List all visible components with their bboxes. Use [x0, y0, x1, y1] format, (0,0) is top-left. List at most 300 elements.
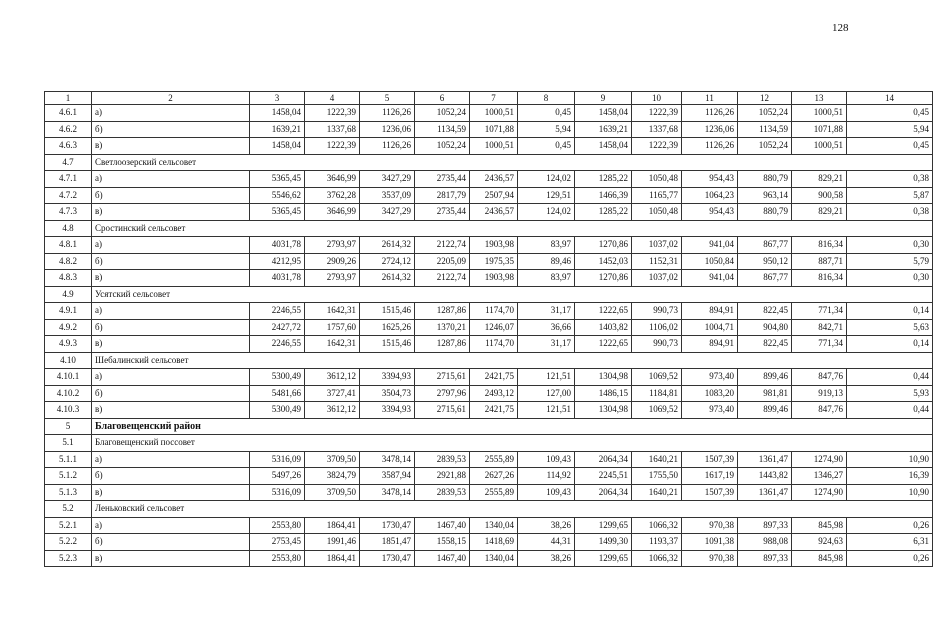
row-variant: в) [92, 484, 250, 501]
table-cell: 1507,39 [682, 484, 738, 501]
table-cell: 1864,41 [305, 517, 360, 534]
table-row [45, 369, 933, 386]
section-name: Светлоозерский сельсовет [92, 154, 933, 171]
table-cell: 0,30 [847, 270, 933, 287]
row-number: 4.7.1 [45, 171, 92, 188]
table-row [45, 204, 933, 221]
column-header: 8 [518, 92, 575, 105]
table-cell: 1069,52 [632, 402, 682, 419]
table-cell: 988,08 [738, 534, 792, 551]
table-cell: 0,45 [847, 138, 933, 155]
table-cell: 1052,24 [415, 105, 470, 122]
section-row [45, 501, 933, 518]
table-cell: 16,39 [847, 468, 933, 485]
table-cell: 3394,93 [360, 402, 415, 419]
table-cell: 1270,86 [575, 237, 632, 254]
section-row [45, 352, 933, 369]
table-cell: 842,71 [792, 319, 847, 336]
table-cell: 2627,26 [470, 468, 518, 485]
table-cell: 1755,50 [632, 468, 682, 485]
table-cell: 3612,12 [305, 402, 360, 419]
table-cell: 1126,26 [360, 105, 415, 122]
table-cell: 1083,20 [682, 385, 738, 402]
table-cell: 900,58 [792, 187, 847, 204]
table-cell: 1452,03 [575, 253, 632, 270]
table-cell: 4212,95 [250, 253, 305, 270]
table-cell: 3537,09 [360, 187, 415, 204]
table-cell: 1222,65 [575, 336, 632, 353]
table-cell: 1467,40 [415, 550, 470, 567]
table-cell: 1370,21 [415, 319, 470, 336]
table-cell: 1340,04 [470, 550, 518, 567]
table-cell: 5,94 [518, 121, 575, 138]
table-row [45, 385, 933, 402]
table-cell: 2493,12 [470, 385, 518, 402]
table-cell: 1299,65 [575, 550, 632, 567]
row-variant: б) [92, 121, 250, 138]
row-number: 4.6.2 [45, 121, 92, 138]
table-cell: 1975,35 [470, 253, 518, 270]
section-number: 4.7 [45, 154, 92, 171]
table-cell: 1458,04 [575, 105, 632, 122]
table-cell: 1000,51 [792, 138, 847, 155]
table-cell: 1050,48 [632, 204, 682, 221]
table-cell: 1757,60 [305, 319, 360, 336]
row-number: 5.1.1 [45, 451, 92, 468]
table-cell: 31,17 [518, 336, 575, 353]
section-row [45, 154, 933, 171]
table-cell: 829,21 [792, 171, 847, 188]
table-cell: 1050,84 [682, 253, 738, 270]
table-cell: 1340,04 [470, 517, 518, 534]
table-cell: 5481,66 [250, 385, 305, 402]
table-cell: 1640,21 [632, 451, 682, 468]
table-cell: 1071,88 [792, 121, 847, 138]
table-cell: 1052,24 [738, 105, 792, 122]
table-cell: 0,14 [847, 303, 933, 320]
row-variant: в) [92, 270, 250, 287]
table-cell: 1134,59 [415, 121, 470, 138]
table-row [45, 237, 933, 254]
table-cell: 1903,98 [470, 237, 518, 254]
table-cell: 1467,40 [415, 517, 470, 534]
table-cell: 1193,37 [632, 534, 682, 551]
table-row [45, 319, 933, 336]
table-cell: 1730,47 [360, 517, 415, 534]
table-cell: 1050,48 [632, 171, 682, 188]
table-cell: 1004,71 [682, 319, 738, 336]
table-cell: 2246,55 [250, 303, 305, 320]
table-cell: 2839,53 [415, 451, 470, 468]
table-cell: 1270,86 [575, 270, 632, 287]
row-number: 4.9.3 [45, 336, 92, 353]
table-cell: 5,94 [847, 121, 933, 138]
table-cell: 1642,31 [305, 336, 360, 353]
table-cell: 894,91 [682, 336, 738, 353]
row-variant: б) [92, 385, 250, 402]
table-cell: 1304,98 [575, 369, 632, 386]
table-cell: 816,34 [792, 237, 847, 254]
table-cell: 0,45 [518, 105, 575, 122]
row-number: 4.7.2 [45, 187, 92, 204]
table-cell: 1126,26 [360, 138, 415, 155]
table-cell: 124,02 [518, 171, 575, 188]
table-row [45, 402, 933, 419]
table-row [45, 550, 933, 567]
table-cell: 1903,98 [470, 270, 518, 287]
row-number: 5.2.2 [45, 534, 92, 551]
table-cell: 1000,51 [792, 105, 847, 122]
table-cell: 880,79 [738, 171, 792, 188]
table-cell: 867,77 [738, 237, 792, 254]
table-cell: 1337,68 [632, 121, 682, 138]
column-header: 13 [792, 92, 847, 105]
table-cell: 1337,68 [305, 121, 360, 138]
table-cell: 36,66 [518, 319, 575, 336]
row-variant: а) [92, 369, 250, 386]
table-cell: 2797,96 [415, 385, 470, 402]
table-cell: 3824,79 [305, 468, 360, 485]
table-cell: 1443,82 [738, 468, 792, 485]
table-cell: 3646,99 [305, 204, 360, 221]
row-variant: а) [92, 303, 250, 320]
table-cell: 5,87 [847, 187, 933, 204]
table-cell: 3504,73 [360, 385, 415, 402]
table-cell: 1558,15 [415, 534, 470, 551]
table-cell: 990,73 [632, 336, 682, 353]
section-number: 4.10 [45, 352, 92, 369]
table-cell: 1864,41 [305, 550, 360, 567]
table-cell: 845,98 [792, 517, 847, 534]
table-cell: 1064,23 [682, 187, 738, 204]
table-cell: 1066,32 [632, 517, 682, 534]
table-cell: 3727,41 [305, 385, 360, 402]
table-cell: 1499,30 [575, 534, 632, 551]
column-header: 5 [360, 92, 415, 105]
table-cell: 899,46 [738, 369, 792, 386]
table-cell: 2817,79 [415, 187, 470, 204]
table-cell: 973,40 [682, 402, 738, 419]
table-cell: 1287,86 [415, 336, 470, 353]
table-row [45, 171, 933, 188]
table-cell: 0,26 [847, 517, 933, 534]
table-cell: 867,77 [738, 270, 792, 287]
row-number: 4.9.1 [45, 303, 92, 320]
table-cell: 3646,99 [305, 171, 360, 188]
row-number: 5.2.3 [45, 550, 92, 567]
table-row [45, 105, 933, 122]
table-cell: 1299,65 [575, 517, 632, 534]
table-cell: 1222,39 [632, 105, 682, 122]
row-number: 4.10.2 [45, 385, 92, 402]
table-cell: 970,38 [682, 550, 738, 567]
section-name: Сростинский сельсовет [92, 220, 933, 237]
column-header: 3 [250, 92, 305, 105]
table-row [45, 336, 933, 353]
table-cell: 5300,49 [250, 369, 305, 386]
table-cell: 1285,22 [575, 204, 632, 221]
row-variant: в) [92, 204, 250, 221]
table-cell: 1274,90 [792, 484, 847, 501]
column-header: 7 [470, 92, 518, 105]
row-variant: а) [92, 237, 250, 254]
table-cell: 904,80 [738, 319, 792, 336]
table-cell: 3478,14 [360, 451, 415, 468]
table-cell: 1052,24 [738, 138, 792, 155]
table-row [45, 468, 933, 485]
table-cell: 894,91 [682, 303, 738, 320]
table-cell: 5,63 [847, 319, 933, 336]
row-variant: б) [92, 319, 250, 336]
section-row [45, 435, 933, 452]
table-cell: 5300,49 [250, 402, 305, 419]
table-cell: 114,92 [518, 468, 575, 485]
section-number: 5.2 [45, 501, 92, 518]
column-header: 2 [92, 92, 250, 105]
table-cell: 83,97 [518, 270, 575, 287]
table-cell: 1236,06 [360, 121, 415, 138]
table-cell: 3478,14 [360, 484, 415, 501]
table-cell: 0,45 [847, 105, 933, 122]
table-cell: 1285,22 [575, 171, 632, 188]
table-cell: 2735,44 [415, 171, 470, 188]
column-header: 14 [847, 92, 933, 105]
table-cell: 845,98 [792, 550, 847, 567]
table-cell: 1134,59 [738, 121, 792, 138]
table-cell: 970,38 [682, 517, 738, 534]
table-cell: 990,73 [632, 303, 682, 320]
table-cell: 3762,28 [305, 187, 360, 204]
table-cell: 963,14 [738, 187, 792, 204]
table-cell: 1222,39 [305, 138, 360, 155]
table-cell: 1418,69 [470, 534, 518, 551]
table-cell: 950,12 [738, 253, 792, 270]
table-cell: 124,02 [518, 204, 575, 221]
table-cell: 1507,39 [682, 451, 738, 468]
table-cell: 2555,89 [470, 451, 518, 468]
table-cell: 10,90 [847, 484, 933, 501]
table-cell: 2064,34 [575, 484, 632, 501]
table-cell: 1515,46 [360, 336, 415, 353]
table-cell: 1642,31 [305, 303, 360, 320]
table-cell: 1486,15 [575, 385, 632, 402]
table-cell: 38,26 [518, 550, 575, 567]
table-cell: 127,00 [518, 385, 575, 402]
row-number: 4.8.3 [45, 270, 92, 287]
column-header: 1 [45, 92, 92, 105]
table-cell: 6,31 [847, 534, 933, 551]
table-cell: 1639,21 [575, 121, 632, 138]
table-cell: 109,43 [518, 484, 575, 501]
row-variant: а) [92, 517, 250, 534]
table-cell: 2909,26 [305, 253, 360, 270]
table-row [45, 121, 933, 138]
row-number: 4.6.3 [45, 138, 92, 155]
table-cell: 121,51 [518, 402, 575, 419]
row-number: 4.10.3 [45, 402, 92, 419]
row-number: 4.8.1 [45, 237, 92, 254]
table-cell: 1361,47 [738, 451, 792, 468]
table-row [45, 253, 933, 270]
table-cell: 829,21 [792, 204, 847, 221]
row-variant: а) [92, 105, 250, 122]
row-variant: б) [92, 534, 250, 551]
table-cell: 1403,82 [575, 319, 632, 336]
table-cell: 1091,38 [682, 534, 738, 551]
table-cell: 880,79 [738, 204, 792, 221]
table-cell: 771,34 [792, 336, 847, 353]
table-cell: 5,93 [847, 385, 933, 402]
table-cell: 1361,47 [738, 484, 792, 501]
column-header: 4 [305, 92, 360, 105]
table-cell: 2715,61 [415, 369, 470, 386]
table-cell: 0,14 [847, 336, 933, 353]
row-variant: б) [92, 468, 250, 485]
table-cell: 0,44 [847, 402, 933, 419]
table-cell: 1991,46 [305, 534, 360, 551]
table-cell: 0,26 [847, 550, 933, 567]
table-cell: 1126,26 [682, 105, 738, 122]
row-variant: б) [92, 187, 250, 204]
table-cell: 2724,12 [360, 253, 415, 270]
table-cell: 0,38 [847, 171, 933, 188]
table-cell: 1458,04 [250, 138, 305, 155]
section-name: Шебалинский сельсовет [92, 352, 933, 369]
table-cell: 5316,09 [250, 451, 305, 468]
table-cell: 1458,04 [575, 138, 632, 155]
section-row [45, 286, 933, 303]
table-cell: 1515,46 [360, 303, 415, 320]
table-cell: 2793,97 [305, 237, 360, 254]
table-cell: 1222,39 [632, 138, 682, 155]
row-number: 4.7.3 [45, 204, 92, 221]
table-cell: 44,31 [518, 534, 575, 551]
table-cell: 121,51 [518, 369, 575, 386]
table-cell: 2839,53 [415, 484, 470, 501]
table-cell: 954,43 [682, 204, 738, 221]
district-name: Благовещенский район [92, 418, 933, 435]
column-header: 10 [632, 92, 682, 105]
column-header: 11 [682, 92, 738, 105]
table-cell: 2614,32 [360, 270, 415, 287]
row-number: 5.1.2 [45, 468, 92, 485]
row-number: 4.9.2 [45, 319, 92, 336]
section-number: 4.8 [45, 220, 92, 237]
table-cell: 2753,45 [250, 534, 305, 551]
table-cell: 847,76 [792, 369, 847, 386]
table-cell: 1625,26 [360, 319, 415, 336]
table-cell: 83,97 [518, 237, 575, 254]
district-row [45, 418, 933, 435]
table-cell: 3427,29 [360, 204, 415, 221]
table-cell: 847,76 [792, 402, 847, 419]
table-cell: 129,51 [518, 187, 575, 204]
table-cell: 941,04 [682, 270, 738, 287]
table-cell: 1069,52 [632, 369, 682, 386]
table-row [45, 534, 933, 551]
table-cell: 1466,39 [575, 187, 632, 204]
table-cell: 1037,02 [632, 237, 682, 254]
table-row [45, 484, 933, 501]
table-row [45, 270, 933, 287]
table-cell: 5316,09 [250, 484, 305, 501]
table-cell: 2553,80 [250, 517, 305, 534]
column-header: 6 [415, 92, 470, 105]
table-row [45, 517, 933, 534]
row-variant: а) [92, 451, 250, 468]
table-cell: 1458,04 [250, 105, 305, 122]
table-cell: 0,44 [847, 369, 933, 386]
table-cell: 1640,21 [632, 484, 682, 501]
table-cell: 89,46 [518, 253, 575, 270]
table-cell: 816,34 [792, 270, 847, 287]
table-cell: 2715,61 [415, 402, 470, 419]
table-cell: 919,13 [792, 385, 847, 402]
table-cell: 2064,34 [575, 451, 632, 468]
row-number: 5.2.1 [45, 517, 92, 534]
table-row [45, 187, 933, 204]
row-number: 4.6.1 [45, 105, 92, 122]
table-cell: 2555,89 [470, 484, 518, 501]
table-cell: 899,46 [738, 402, 792, 419]
section-name: Усятский сельсовет [92, 286, 933, 303]
table-cell: 2436,57 [470, 171, 518, 188]
table-cell: 2427,72 [250, 319, 305, 336]
row-number: 5.1.3 [45, 484, 92, 501]
table-cell: 2735,44 [415, 204, 470, 221]
table-cell: 2921,88 [415, 468, 470, 485]
table-cell: 973,40 [682, 369, 738, 386]
data-table [44, 91, 933, 567]
table-cell: 924,63 [792, 534, 847, 551]
table-cell: 2122,74 [415, 237, 470, 254]
table-cell: 5497,26 [250, 468, 305, 485]
table-cell: 822,45 [738, 336, 792, 353]
table-cell: 5,79 [847, 253, 933, 270]
row-variant: в) [92, 138, 250, 155]
table-cell: 897,33 [738, 517, 792, 534]
table-cell: 1071,88 [470, 121, 518, 138]
table-cell: 1346,27 [792, 468, 847, 485]
table-cell: 771,34 [792, 303, 847, 320]
table-cell: 1730,47 [360, 550, 415, 567]
table-cell: 0,38 [847, 204, 933, 221]
table-cell: 10,90 [847, 451, 933, 468]
table-cell: 1304,98 [575, 402, 632, 419]
table-cell: 3709,50 [305, 451, 360, 468]
table-cell: 2793,97 [305, 270, 360, 287]
table-cell: 2246,55 [250, 336, 305, 353]
table-cell: 1000,51 [470, 138, 518, 155]
table-cell: 1000,51 [470, 105, 518, 122]
table-cell: 2205,09 [415, 253, 470, 270]
table-cell: 1174,70 [470, 336, 518, 353]
table-cell: 3709,50 [305, 484, 360, 501]
page-number: 128 [832, 22, 849, 34]
table-cell: 981,81 [738, 385, 792, 402]
table-cell: 1184,81 [632, 385, 682, 402]
table-cell: 1639,21 [250, 121, 305, 138]
table-cell: 1851,47 [360, 534, 415, 551]
table-cell: 1222,39 [305, 105, 360, 122]
table-cell: 897,33 [738, 550, 792, 567]
table-cell: 1037,02 [632, 270, 682, 287]
row-variant: в) [92, 402, 250, 419]
row-variant: б) [92, 253, 250, 270]
table-cell: 1126,26 [682, 138, 738, 155]
table-cell: 1066,32 [632, 550, 682, 567]
table-cell: 1106,02 [632, 319, 682, 336]
